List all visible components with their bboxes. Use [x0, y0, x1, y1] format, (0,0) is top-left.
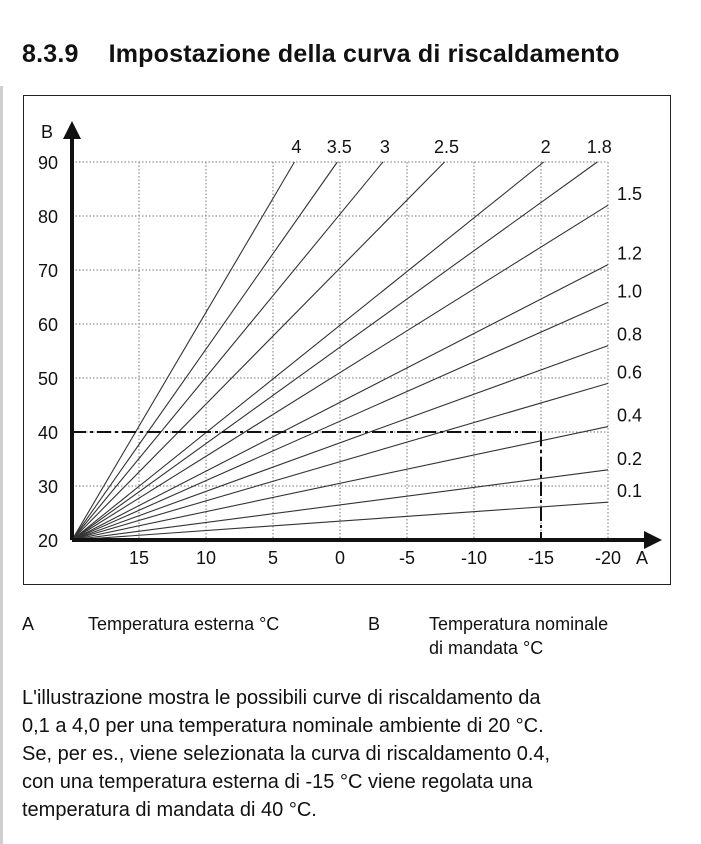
curve-label: 1.2: [617, 243, 643, 264]
x-tick-label: 0: [334, 548, 346, 568]
x-tick-label: 5: [267, 548, 279, 568]
legend-b-text: [429, 612, 608, 660]
curve-label: 1.8: [586, 137, 612, 157]
curve-label: 0.8: [617, 324, 643, 345]
heating-curve-line: [72, 162, 445, 540]
y-tick-label: 60: [38, 315, 59, 335]
x-axis-arrow: [644, 531, 662, 549]
curve-label: 4: [291, 137, 302, 157]
x-tick-label: -20: [594, 548, 622, 568]
paragraph-line: con una temperatura esterna di -15 °C viene regolata una: [22, 771, 533, 793]
heating-curve-line: [72, 162, 337, 540]
x-tick-label: -5: [398, 548, 416, 568]
y-tick-label: 80: [38, 207, 59, 227]
y-axis-label: B: [41, 122, 54, 142]
y-axis-arrow: [63, 121, 81, 139]
heating-curve-line: [72, 205, 608, 540]
curve-label: 0.1: [617, 481, 643, 502]
paragraph-line: 0,1 a 4,0 per una temperatura nominale ambiente di 20 °C.: [22, 715, 544, 737]
x-tick-label: -15: [527, 548, 555, 568]
legend-b-key: B: [368, 614, 381, 634]
curve-label: 1.5: [617, 184, 643, 205]
heating-curve-line: [72, 162, 544, 540]
curve-label: 0.2: [617, 448, 643, 469]
legend-b-text-line-2: di mandata °C: [429, 638, 544, 658]
y-tick-label: 30: [38, 477, 59, 497]
x-tick-label: 15: [128, 548, 150, 568]
section-number: 8.3.9: [22, 40, 79, 68]
curve-label: 2: [540, 137, 551, 157]
paragraph-line: temperatura di mandata di 40 °C.: [22, 799, 317, 821]
curve-label: 3.5: [326, 137, 352, 157]
y-tick-label: 50: [38, 369, 59, 389]
heating-curve-line: [72, 162, 597, 540]
y-tick-label: 70: [38, 261, 59, 281]
x-axis-label: A: [636, 548, 649, 568]
curve-label: 3: [379, 137, 390, 157]
paragraph-line: Se, per es., viene selezionata la curva di riscaldamento 0.4,: [22, 743, 551, 765]
y-tick-label: 90: [38, 153, 59, 173]
y-tick-label: 20: [38, 531, 59, 551]
paragraph-line: L'illustrazione mostra le possibili curve di riscaldamento da: [22, 687, 541, 709]
curve-label: 1.0: [617, 281, 643, 302]
description-paragraph: [22, 684, 682, 824]
curve-label: 2.5: [434, 137, 460, 157]
x-tick-label: 10: [195, 548, 217, 568]
y-tick-label: 40: [38, 423, 59, 443]
curve-label: 0.4: [617, 405, 643, 426]
x-tick-label: -10: [460, 548, 488, 568]
curve-label: 0.6: [617, 362, 643, 383]
legend-b-text-line-1: Temperatura nominale: [429, 614, 609, 634]
section-title-text: Impostazione della curva di riscaldamento: [108, 40, 620, 68]
legend-a-text: Temperatura esterna °C: [88, 614, 280, 634]
legend-a-key: A: [22, 614, 35, 634]
